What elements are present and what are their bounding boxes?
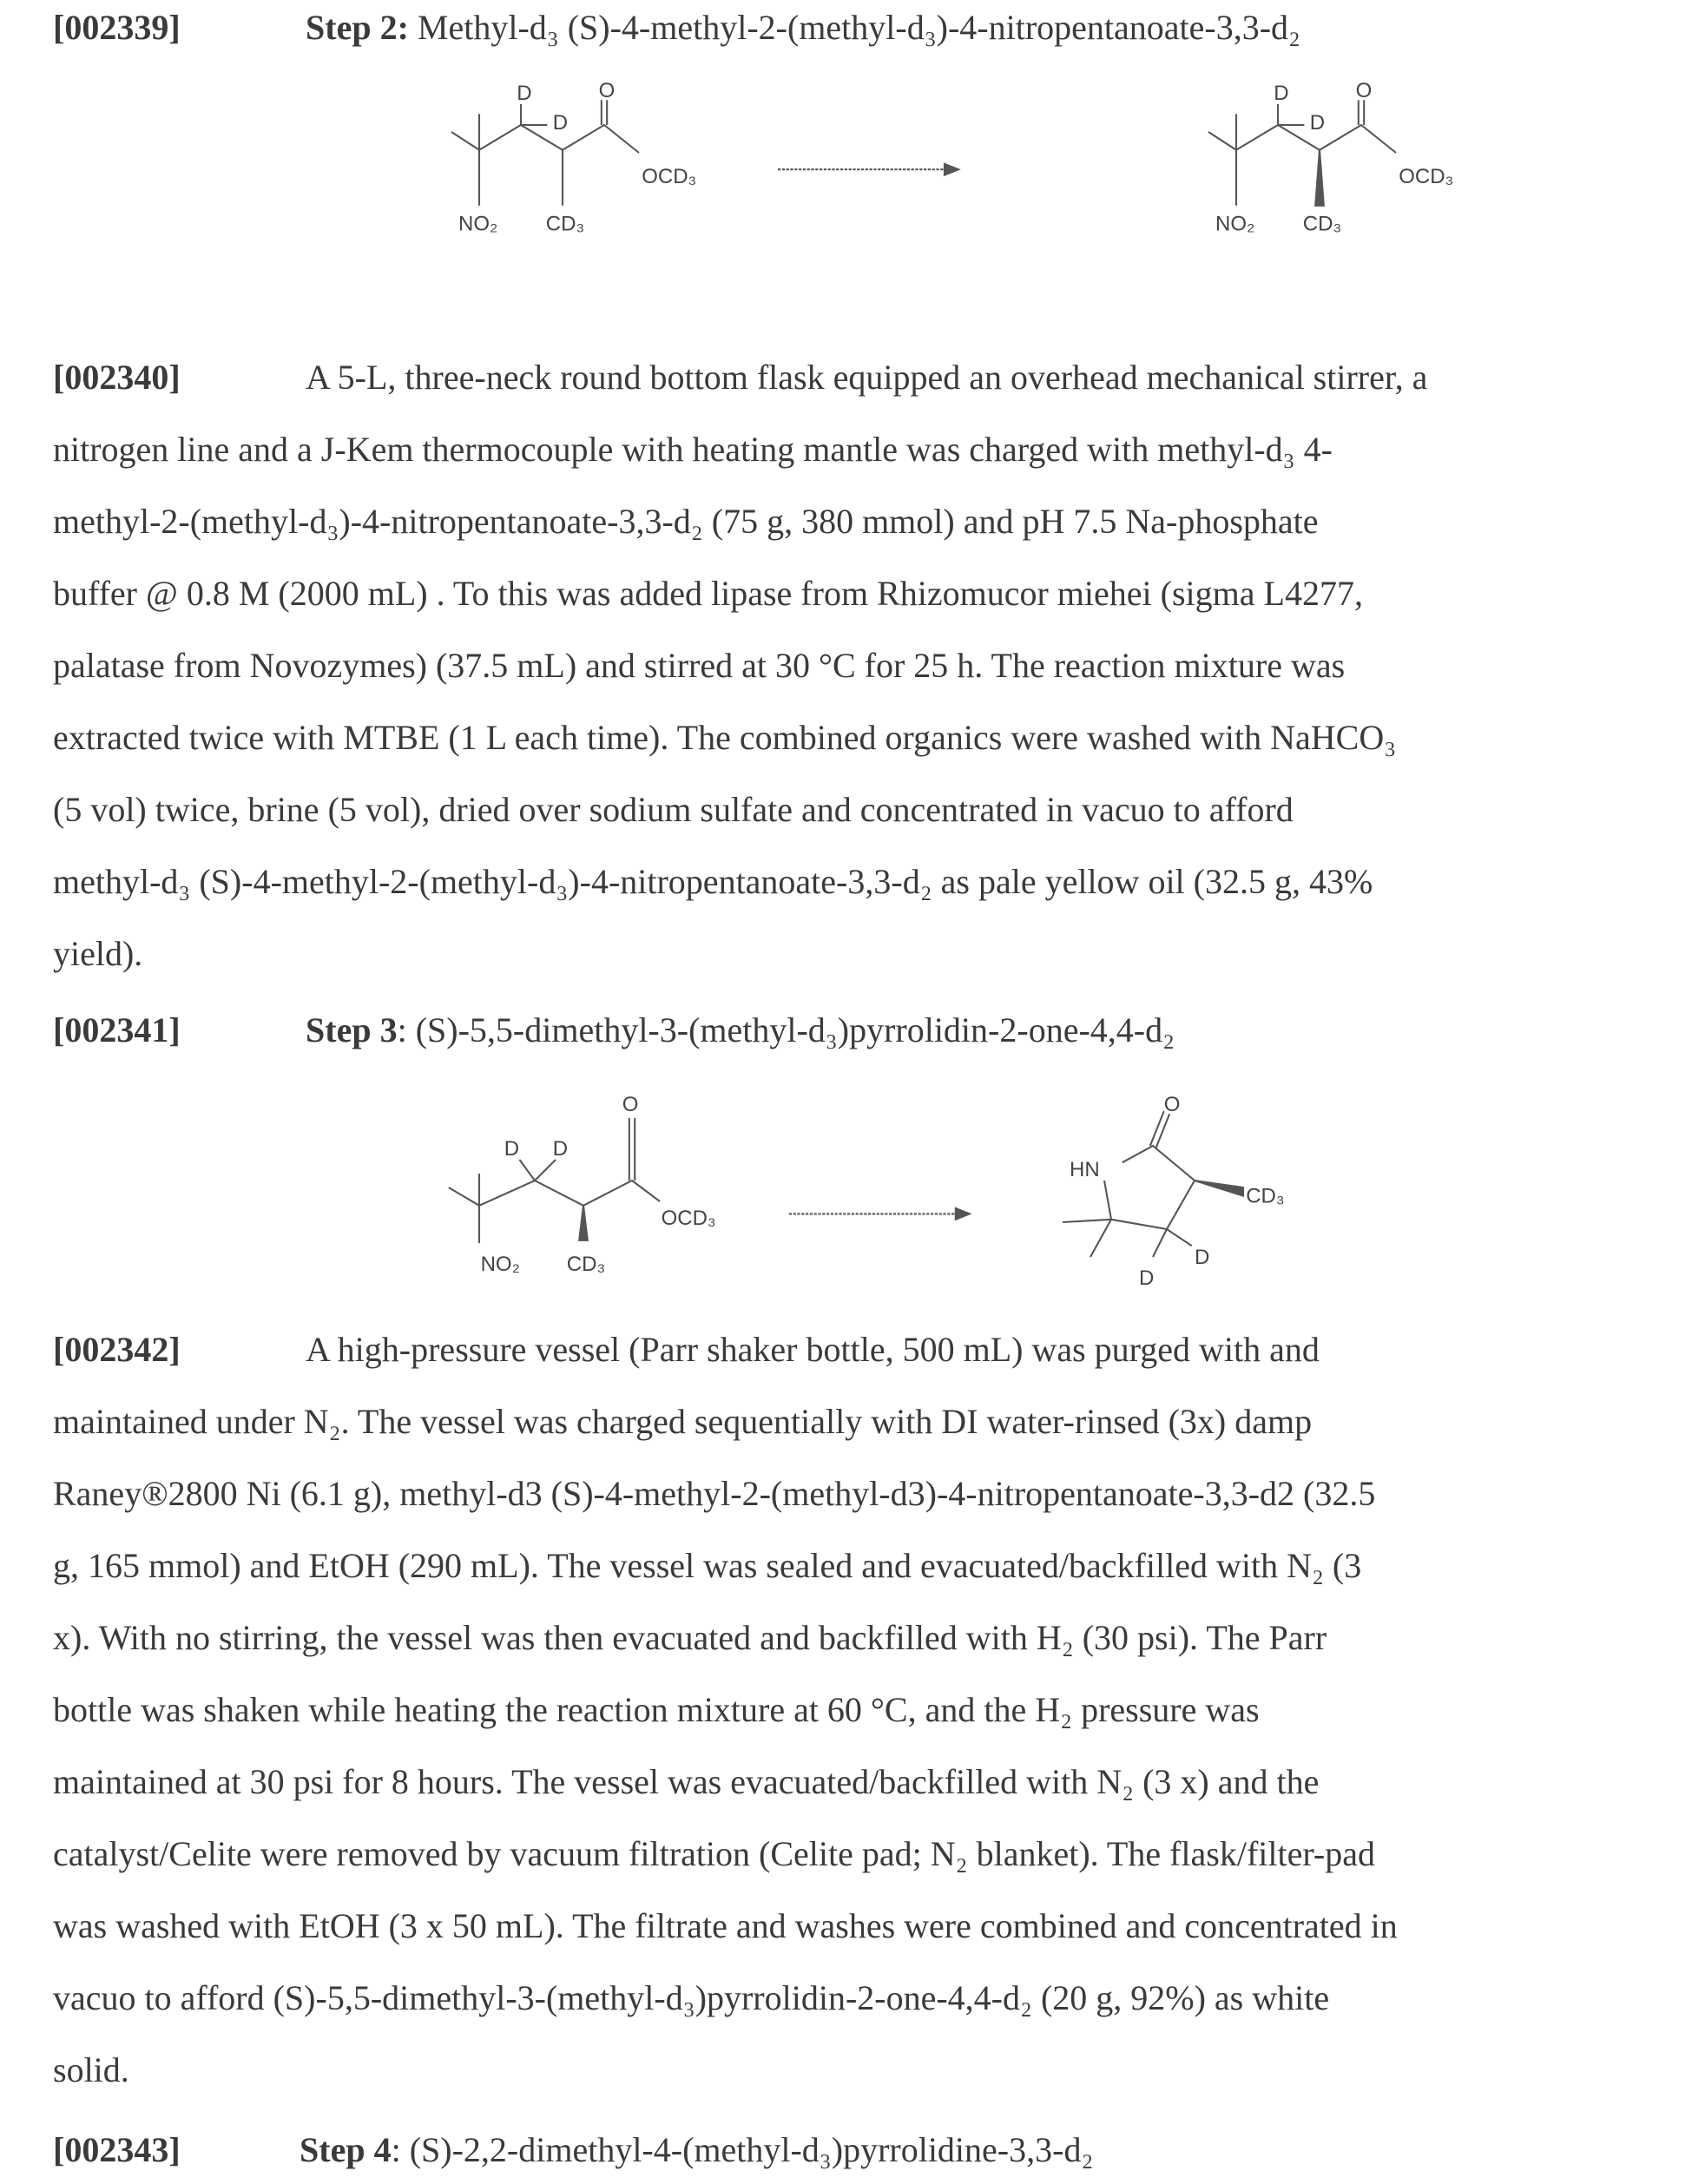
svg-text:D: D bbox=[504, 1137, 519, 1161]
svg-text:OCD₃: OCD₃ bbox=[642, 165, 696, 188]
svg-text:NO₂: NO₂ bbox=[481, 1253, 520, 1276]
step-title: Methyl-d₃ (S)-4-methyl-2-(methyl-d₃)-4-nitropentanoate-3,3-d₂ bbox=[418, 8, 1300, 47]
text-line: methyl-2-(methyl-d₃)-4-nitropentanoate-3,3-d₂ (75 g, 380 mmol) and pH 7.5 Na-phosphate bbox=[53, 501, 1319, 543]
svg-text:O: O bbox=[599, 79, 616, 102]
text-line: solid. bbox=[53, 2049, 129, 2091]
svg-text:D: D bbox=[1274, 82, 1288, 105]
reaction-arrow bbox=[778, 164, 958, 175]
svg-text:O: O bbox=[622, 1093, 639, 1116]
paragraph-number: [002339] bbox=[53, 7, 181, 49]
reaction-arrow bbox=[789, 1208, 970, 1220]
text-line: extracted twice with MTBE (1 L each time). The combined organics were washed with NaHCO₃ bbox=[53, 717, 1396, 759]
text-line: bottle was shaken while heating the reaction mixture at 60 °C, and the H₂ pressure was bbox=[53, 1689, 1260, 1731]
step-heading bbox=[306, 1010, 1175, 1051]
step-label: Step 3 bbox=[306, 1010, 398, 1049]
text-line: (5 vol) twice, brine (5 vol), dried over sodium sulfate and concentrated in vacuo to afford bbox=[53, 789, 1294, 831]
product-structure bbox=[1208, 79, 1453, 236]
text-line: nitrogen line and a J-Kem thermocouple with heating mantle was charged with methyl-d₃ 4- bbox=[53, 429, 1333, 470]
text-line: maintained under N₂. The vessel was charged sequentially with DI water-rinsed (3x) damp bbox=[53, 1401, 1312, 1443]
text-line: x). With no stirring, the vessel was then evacuated and backfilled with H₂ (30 psi). The Parr bbox=[53, 1617, 1327, 1659]
text-line: vacuo to afford (S)-5,5-dimethyl-3-(methyl-d₃)pyrrolidin-2-one-4,4-d₂ (20 g, 92%) as white bbox=[53, 1977, 1329, 2019]
text-line: A 5-L, three-neck round bottom flask equipped an overhead mechanical stirrer, a bbox=[306, 357, 1427, 398]
text-line: Raney®2800 Ni (6.1 g), methyl-d3 (S)-4-methyl-2-(methyl-d3)-4-nitropentanoate-3,3-d2 (32.5 bbox=[53, 1473, 1375, 1515]
svg-text:NO₂: NO₂ bbox=[458, 213, 497, 236]
reaction-scheme-step3 bbox=[417, 1076, 1333, 1299]
svg-text:CD₃: CD₃ bbox=[546, 213, 584, 236]
text-line: yield). bbox=[53, 933, 142, 975]
svg-text:D: D bbox=[1139, 1266, 1154, 1290]
starting-material-structure bbox=[449, 1093, 716, 1276]
step-heading bbox=[300, 2129, 1093, 2171]
step-label: Step 4 bbox=[300, 2130, 392, 2169]
svg-text:D: D bbox=[553, 1137, 568, 1161]
step-label: Step 2: bbox=[306, 8, 409, 47]
svg-text:O: O bbox=[1356, 79, 1373, 102]
step-heading bbox=[306, 7, 1300, 49]
svg-text:OCD₃: OCD₃ bbox=[1399, 165, 1453, 188]
svg-text:D: D bbox=[1310, 111, 1325, 135]
text-line: methyl-d₃ (S)-4-methyl-2-(methyl-d₃)-4-nitropentanoate-3,3-d₂ as pale yellow oil (32.5 g, 43% bbox=[53, 861, 1373, 903]
step-title: : (S)-2,2-dimethyl-4-(methyl-d₃)pyrrolidine-3,3-d₂ bbox=[392, 2130, 1094, 2169]
svg-text:O: O bbox=[1164, 1093, 1181, 1116]
reaction-scheme-step2 bbox=[417, 76, 1333, 257]
starting-material-structure bbox=[451, 79, 696, 236]
svg-text:HN: HN bbox=[1070, 1158, 1100, 1181]
svg-text:CD₃: CD₃ bbox=[1246, 1185, 1284, 1208]
text-line: maintained at 30 psi for 8 hours. The vessel was evacuated/backfilled with N₂ (3 x) and the bbox=[53, 1761, 1319, 1803]
svg-text:OCD₃: OCD₃ bbox=[662, 1207, 716, 1230]
svg-text:D: D bbox=[517, 82, 531, 105]
paragraph-number: [002342] bbox=[53, 1329, 181, 1371]
paragraph-number: [002341] bbox=[53, 1010, 181, 1051]
text-line: g, 165 mmol) and EtOH (290 mL). The vessel was sealed and evacuated/backfilled with N₂ (3 bbox=[53, 1545, 1361, 1587]
svg-text:NO₂: NO₂ bbox=[1215, 213, 1254, 236]
paragraph-number: [002343] bbox=[53, 2129, 181, 2171]
text-line: was washed with EtOH (3 x 50 mL). The filtrate and washes were combined and concentrated in bbox=[53, 1905, 1398, 1947]
svg-text:D: D bbox=[553, 111, 568, 135]
text-line: palatase from Novozymes) (37.5 mL) and stirred at 30 °C for 25 h. The reaction mixture was bbox=[53, 645, 1345, 687]
step-title: : (S)-5,5-dimethyl-3-(methyl-d₃)pyrrolidin-2-one-4,4-d₂ bbox=[398, 1010, 1175, 1049]
paragraph-number: [002340] bbox=[53, 357, 181, 398]
svg-text:CD₃: CD₃ bbox=[1303, 213, 1341, 236]
svg-text:CD₃: CD₃ bbox=[567, 1253, 605, 1276]
text-line: buffer @ 0.8 M (2000 mL) . To this was added lipase from Rhizomucor miehei (sigma L4277, bbox=[53, 573, 1363, 615]
text-line: catalyst/Celite were removed by vacuum filtration (Celite pad; N₂ blanket). The flask/filter-pad bbox=[53, 1833, 1375, 1875]
text-line: A high-pressure vessel (Parr shaker bottle, 500 mL) was purged with and bbox=[306, 1329, 1320, 1371]
svg-text:D: D bbox=[1195, 1246, 1209, 1269]
product-structure bbox=[1063, 1093, 1285, 1290]
